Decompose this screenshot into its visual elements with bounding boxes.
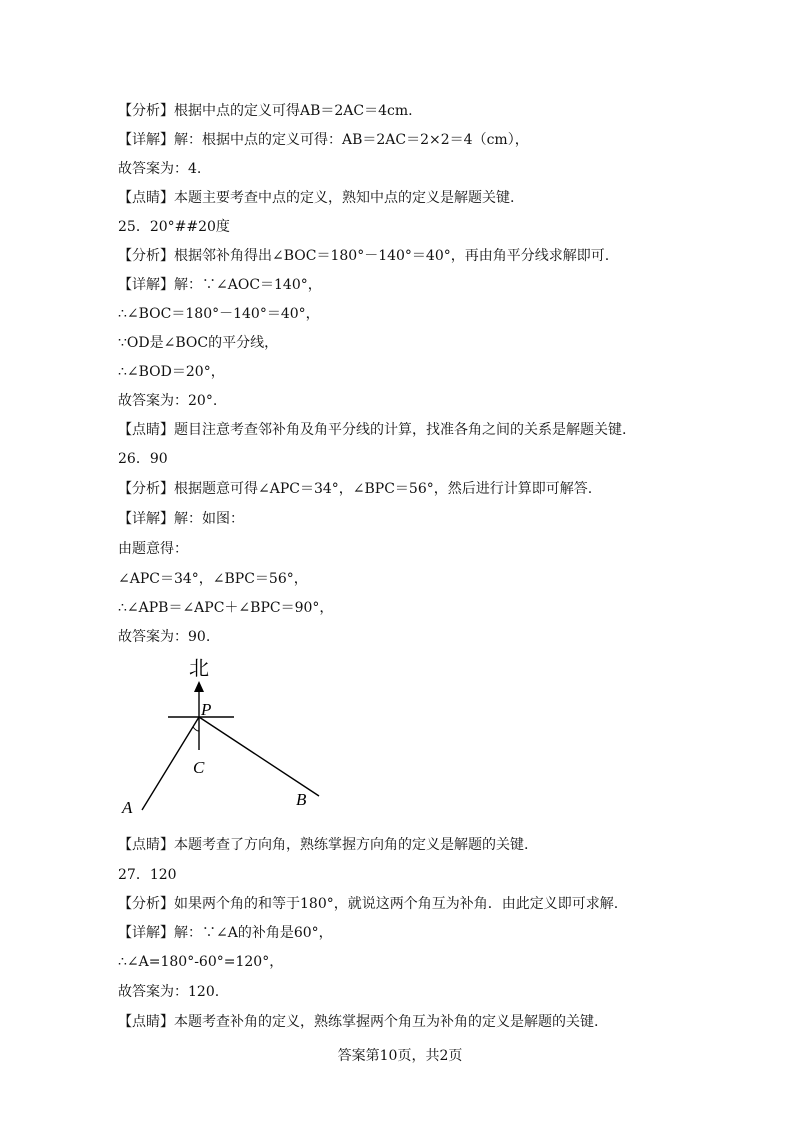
text-line-19: 故答案为：90. — [118, 629, 211, 645]
point-c-label: C — [193, 758, 205, 777]
text-line-11: 故答案为：20°. — [118, 393, 218, 409]
text-line-7: 【详解】解：∵∠AOC＝140°， — [118, 277, 322, 293]
north-arrow-icon — [194, 681, 204, 692]
text-line-10: ∴∠BOD＝20°， — [118, 364, 225, 380]
ray-pa — [142, 717, 199, 810]
text-line-2: 【详解】解：根据中点的定义可得：AB＝2AC＝2×2＝4（cm）， — [118, 132, 529, 148]
text-line-15: 【详解】解：如图： — [118, 511, 244, 527]
text-line-13: 26．90 — [118, 451, 168, 467]
point-p-label: P — [201, 700, 212, 719]
text-line-17: ∠APC＝34°，∠BPC＝56°， — [118, 571, 308, 587]
text-line-21: 27．120 — [118, 867, 177, 883]
ray-pb — [199, 717, 319, 796]
text-line-25: 故答案为：120. — [118, 984, 220, 1000]
text-line-16: 由题意得： — [118, 541, 188, 557]
text-line-14: 【分析】根据题意可得∠APC＝34°，∠BPC＝56°，然后进行计算即可解答. — [118, 481, 593, 497]
page-footer: 答案第10页，共2页 — [337, 1048, 463, 1064]
point-b-label: B — [296, 790, 307, 809]
text-line-24: ∴∠A=180°-60°=120°， — [118, 954, 284, 970]
angle-arc — [193, 727, 199, 731]
text-line-18: ∴∠APB＝∠APC＋∠BPC＝90°， — [118, 600, 334, 616]
text-line-1: 【分析】根据中点的定义可得AB＝2AC＝4cm. — [118, 103, 413, 119]
direction-angle-figure — [110, 655, 340, 825]
text-line-20: 【点睛】本题考查了方向角，熟练掌握方向角的定义是解题的关键. — [118, 837, 529, 853]
north-label: 北 — [189, 658, 209, 680]
text-line-22: 【分析】如果两个角的和等于180°，就说这两个角互为补角．由此定义即可求解. — [118, 896, 619, 912]
text-line-9: ∵OD是∠BOC的平分线， — [118, 335, 279, 351]
text-line-4: 【点睛】本题主要考查中点的定义，熟知中点的定义是解题关键. — [118, 190, 515, 206]
text-line-12: 【点睛】题目注意考查邻补角及角平分线的计算，找准各角之间的关系是解题关键. — [118, 422, 627, 438]
text-line-3: 故答案为：4. — [118, 161, 202, 177]
text-line-5: 25．20°##20度 — [118, 219, 230, 235]
point-a-label: A — [122, 798, 133, 817]
text-line-8: ∴∠BOC＝180°－140°＝40°， — [118, 306, 320, 322]
text-line-23: 【详解】解：∵∠A的补角是60°， — [118, 925, 333, 941]
text-line-26: 【点睛】本题考查补角的定义，熟练掌握两个角互为补角的定义是解题的关键. — [118, 1014, 599, 1030]
text-line-6: 【分析】根据邻补角得出∠BOC＝180°－140°＝40°，再由角平分线求解即可. — [118, 248, 610, 264]
